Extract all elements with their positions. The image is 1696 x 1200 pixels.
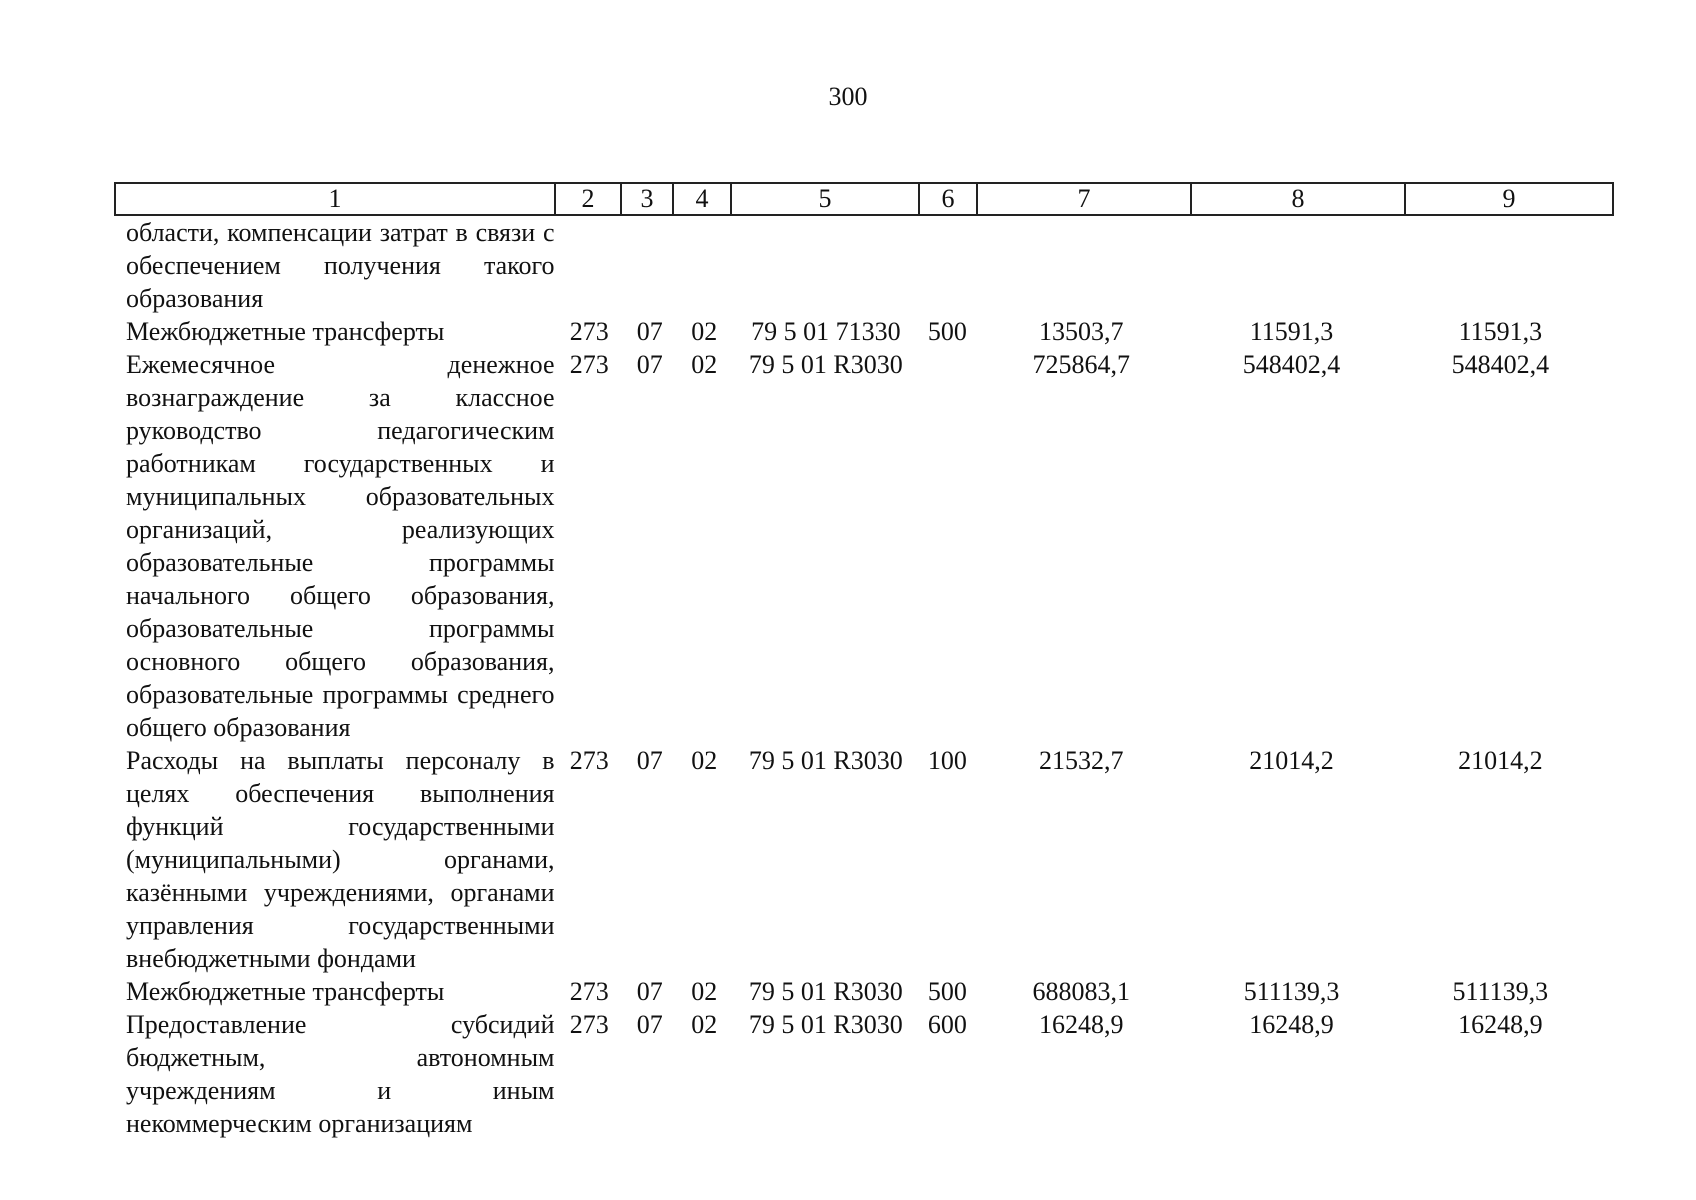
cell-col-2 <box>555 216 624 315</box>
header-col-8: 8 <box>1191 183 1405 215</box>
header-col-7: 7 <box>977 183 1191 215</box>
cell-col-5: 79 5 01 71330 <box>751 317 901 346</box>
cell-col-9: 548402,4 <box>1451 350 1550 379</box>
cell-col-6: 500 <box>927 977 967 1006</box>
table-body <box>114 216 1604 1140</box>
row-description: Межбюджетные трансферты <box>126 977 445 1006</box>
table-row <box>114 1008 1604 1140</box>
cell-col-4: 02 <box>691 317 718 346</box>
cell-col-6 <box>919 216 977 315</box>
cell-col-9: 16248,9 <box>1458 1010 1543 1039</box>
cell-col-7: 725864,7 <box>1032 350 1130 379</box>
cell-col-5: 79 5 01 R3030 <box>748 746 903 775</box>
cell-col-3: 07 <box>636 317 663 346</box>
header-col-3: 3 <box>621 183 673 215</box>
row-description: Предоставление субсидий бюджетным, автономным учреждениям и иным некоммерческим организациям <box>126 1010 555 1138</box>
row-description: области, компенсации затрат в связи с обеспечением получения такого образования <box>126 218 555 313</box>
cell-col-2: 273 <box>569 977 609 1006</box>
cell-col-2: 273 <box>569 746 609 775</box>
page-number: 300 <box>828 82 868 111</box>
cell-col-6: 500 <box>927 317 967 346</box>
row-description: Межбюджетные трансферты <box>126 317 445 346</box>
cell-col-7: 688083,1 <box>1032 977 1130 1006</box>
cell-col-2: 273 <box>569 1010 609 1039</box>
cell-col-7: 16248,9 <box>1038 1010 1124 1039</box>
header-row <box>115 183 1613 215</box>
cell-col-4: 02 <box>691 1010 718 1039</box>
row-description: Расходы на выплаты персоналу в целях обеспечения выполнения функций государственными (муниципальными) органами, казёнными учреждениями, органами управления государственными внебюджетными фондами <box>126 746 555 973</box>
cell-col-8: 548402,4 <box>1242 350 1341 379</box>
cell-col-8: 511139,3 <box>1243 977 1340 1006</box>
cell-col-3: 07 <box>636 350 663 379</box>
cell-col-8: 21014,2 <box>1249 746 1334 775</box>
cell-col-6 <box>919 348 977 744</box>
header-col-9: 9 <box>1405 183 1613 215</box>
cell-col-8: 11591,3 <box>1249 317 1334 346</box>
row-description: Ежемесячное денежное вознаграждение за классное руководство педагогическим работникам государственных и муниципальных образовательных организаций, реализующих образовательные программы начального общего образования, образовательные программы основного общего образования, образовательные программы среднего общего образования <box>126 350 555 742</box>
cell-col-2: 273 <box>569 350 609 379</box>
table-row <box>114 216 1604 315</box>
cell-col-4: 02 <box>691 746 718 775</box>
cell-col-7: 13503,7 <box>1038 317 1124 346</box>
cell-col-9: 511139,3 <box>1452 977 1549 1006</box>
table-row <box>114 744 1604 975</box>
cell-col-9: 21014,2 <box>1458 746 1543 775</box>
cell-col-9 <box>1397 216 1604 315</box>
table-header <box>114 182 1614 216</box>
cell-col-8: 16248,9 <box>1249 1010 1334 1039</box>
cell-col-8 <box>1186 216 1396 315</box>
table-row <box>114 975 1604 1008</box>
table-row <box>114 348 1604 744</box>
cell-col-4 <box>676 216 734 315</box>
cell-col-4: 02 <box>691 977 718 1006</box>
cell-col-4: 02 <box>691 350 718 379</box>
cell-col-9: 11591,3 <box>1458 317 1543 346</box>
header-col-5: 5 <box>731 183 919 215</box>
cell-col-3: 07 <box>636 977 663 1006</box>
cell-col-2: 273 <box>569 317 609 346</box>
cell-col-7: 21532,7 <box>1038 746 1124 775</box>
cell-col-7 <box>976 216 1186 315</box>
cell-col-5 <box>733 216 919 315</box>
cell-col-6: 100 <box>927 746 967 775</box>
cell-col-5: 79 5 01 R3030 <box>748 977 903 1006</box>
header-col-6: 6 <box>919 183 977 215</box>
cell-col-5: 79 5 01 R3030 <box>748 1010 903 1039</box>
cell-col-3: 07 <box>636 1010 663 1039</box>
table-row <box>114 315 1604 348</box>
cell-col-6: 600 <box>927 1010 967 1039</box>
cell-col-5: 79 5 01 R3030 <box>748 350 903 379</box>
header-col-2: 2 <box>555 183 621 215</box>
cell-col-3 <box>624 216 676 315</box>
header-col-4: 4 <box>673 183 731 215</box>
cell-col-3: 07 <box>636 746 663 775</box>
header-col-1: 1 <box>115 183 555 215</box>
